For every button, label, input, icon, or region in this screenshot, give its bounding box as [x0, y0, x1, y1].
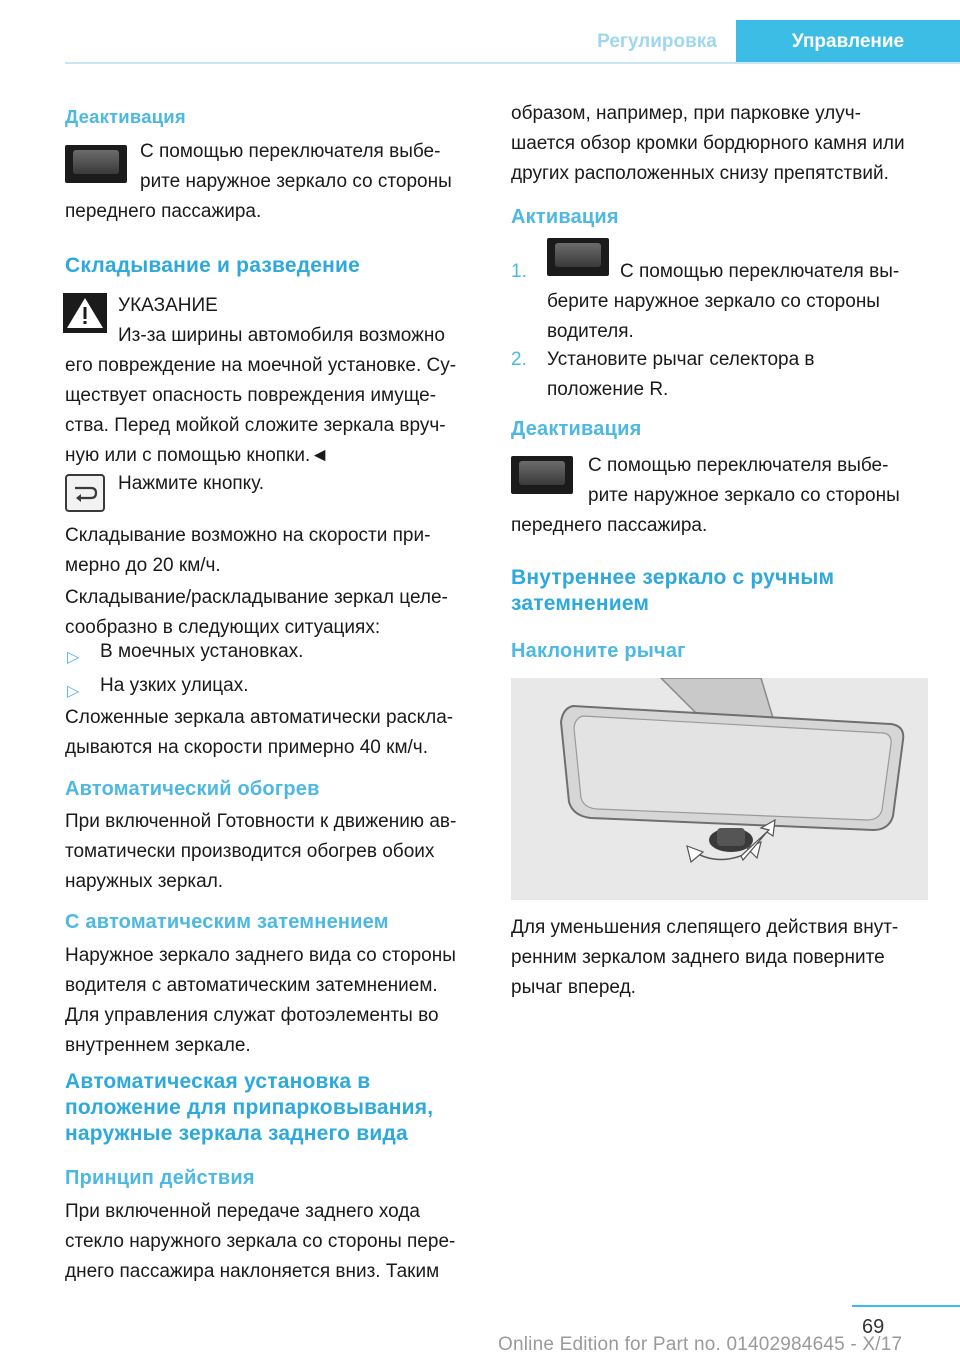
bullet-item: В моечных установках. [100, 641, 304, 662]
step-number: 2. [511, 349, 527, 370]
continuation-line: шается обзор кромки бордюрного камня или [511, 133, 905, 154]
tilt-lever-heading: Наклоните рычаг [511, 640, 686, 662]
principle-heading: Принцип действия [65, 1167, 255, 1189]
tab-adjustment[interactable]: Регулировка [597, 31, 717, 52]
deactivation-text-2: рите наружное зеркало со стороны [588, 485, 900, 506]
dimming-line: водителя с автоматическим затемнением. [65, 975, 438, 996]
fold-situations-line: Складывание/раскладывание зеркал целе- [65, 587, 448, 608]
deactivation-heading: Деактивация [65, 106, 186, 127]
heating-line: наружных зеркал. [65, 871, 224, 892]
fold-heading: Складывание и разведение [65, 254, 360, 277]
parking-heading-line: Автоматическая установка в [65, 1070, 371, 1093]
bullet-item: На узких улицах. [100, 675, 249, 696]
bullet-arrow-icon: ▷ [67, 649, 80, 666]
warning-line: ства. Перед мойкой сложите зеркала вруч- [65, 415, 446, 436]
dimming-heading: С автоматическим затемнением [65, 911, 389, 933]
tilt-lever-line: рычаг вперед. [511, 977, 636, 998]
principle-line: стекло наружного зеркала со стороны пере- [65, 1231, 456, 1252]
page-number: 69 [862, 1316, 885, 1338]
step-1-line: водителя. [547, 321, 634, 342]
fold-speed-line: мерно до 20 км/ч. [65, 555, 221, 576]
dimming-line: внутреннем зеркале. [65, 1035, 251, 1056]
fold-situations-line: сообразно в следующих ситуациях: [65, 617, 381, 638]
continuation-line: других расположенных снизу препятствий. [511, 163, 889, 184]
auto-unfold-line: дываются на скорости примерно 40 км/ч. [65, 737, 428, 758]
rearview-mirror-illustration [511, 678, 928, 900]
mirror-switch-icon [65, 145, 127, 183]
footer-rule [852, 1305, 960, 1307]
deactivation-text-1: С помощью переключателя выбе- [140, 141, 441, 162]
dimming-line: Для управления служат фотоэлементы во [65, 1005, 439, 1026]
warning-line: Из-за ширины автомобиля возможно [118, 325, 445, 346]
heating-line: При включенной Готовности к движению ав- [65, 811, 457, 832]
warning-line: его повреждение на моечной установке. Су- [65, 355, 457, 376]
principle-line: днего пассажира наклоняется вниз. Таким [65, 1261, 440, 1282]
warning-line: ную или с помощью кнопки.◄ [65, 445, 330, 466]
tilt-lever-line: Для уменьшения слепящего действия внут- [511, 917, 899, 938]
step-2-line: Установите рычаг селектора в [547, 349, 815, 370]
tab-control[interactable]: Управление [736, 20, 960, 64]
deactivation-text-3: переднего пассажира. [511, 515, 708, 536]
continuation-line: образом, например, при парковке улуч- [511, 103, 861, 124]
fold-button-icon [65, 474, 105, 512]
deactivation-text-1: С помощью переключателя выбе- [588, 455, 889, 476]
dimming-line: Наружное зеркало заднего вида со стороны [65, 945, 456, 966]
step-1-line: берите наружное зеркало со стороны [547, 291, 880, 312]
step-1-line: С помощью переключателя вы- [620, 261, 900, 282]
press-button-text: Нажмите кнопку. [118, 473, 265, 494]
heating-line: томатически производится обогрев обоих [65, 841, 435, 862]
activation-heading: Активация [511, 206, 619, 228]
header-rule [65, 62, 960, 64]
bullet-arrow-icon: ▷ [67, 683, 80, 700]
inner-mirror-heading-line: Внутреннее зеркало с ручным [511, 566, 835, 589]
warning-title: УКАЗАНИЕ [118, 295, 218, 316]
warning-icon [63, 293, 107, 333]
tilt-lever-line: ренним зеркалом заднего вида поверните [511, 947, 885, 968]
inner-mirror-heading-line: затемнением [511, 592, 650, 615]
step-number: 1. [511, 261, 527, 282]
edition-note: Online Edition for Part no. 01402984645 - X/17 [498, 1334, 903, 1355]
deactivation-heading: Деактивация [511, 418, 642, 440]
deactivation-text-2: рите наружное зеркало со стороны [140, 171, 452, 192]
mirror-switch-icon [547, 238, 609, 276]
step-2-line: положение R. [547, 379, 669, 400]
principle-line: При включенной передаче заднего хода [65, 1201, 420, 1222]
parking-heading-line: положение для припарковывания, [65, 1096, 434, 1119]
fold-speed-line: Складывание возможно на скорости при- [65, 525, 431, 546]
auto-unfold-line: Сложенные зеркала автоматически раскла- [65, 707, 454, 728]
warning-line: ществует опасность повреждения имуще- [65, 385, 437, 406]
parking-heading-line: наружные зеркала заднего вида [65, 1122, 408, 1145]
deactivation-text-3: переднего пассажира. [65, 201, 262, 222]
mirror-switch-icon [511, 456, 573, 494]
heating-heading: Автоматический обогрев [65, 778, 320, 800]
